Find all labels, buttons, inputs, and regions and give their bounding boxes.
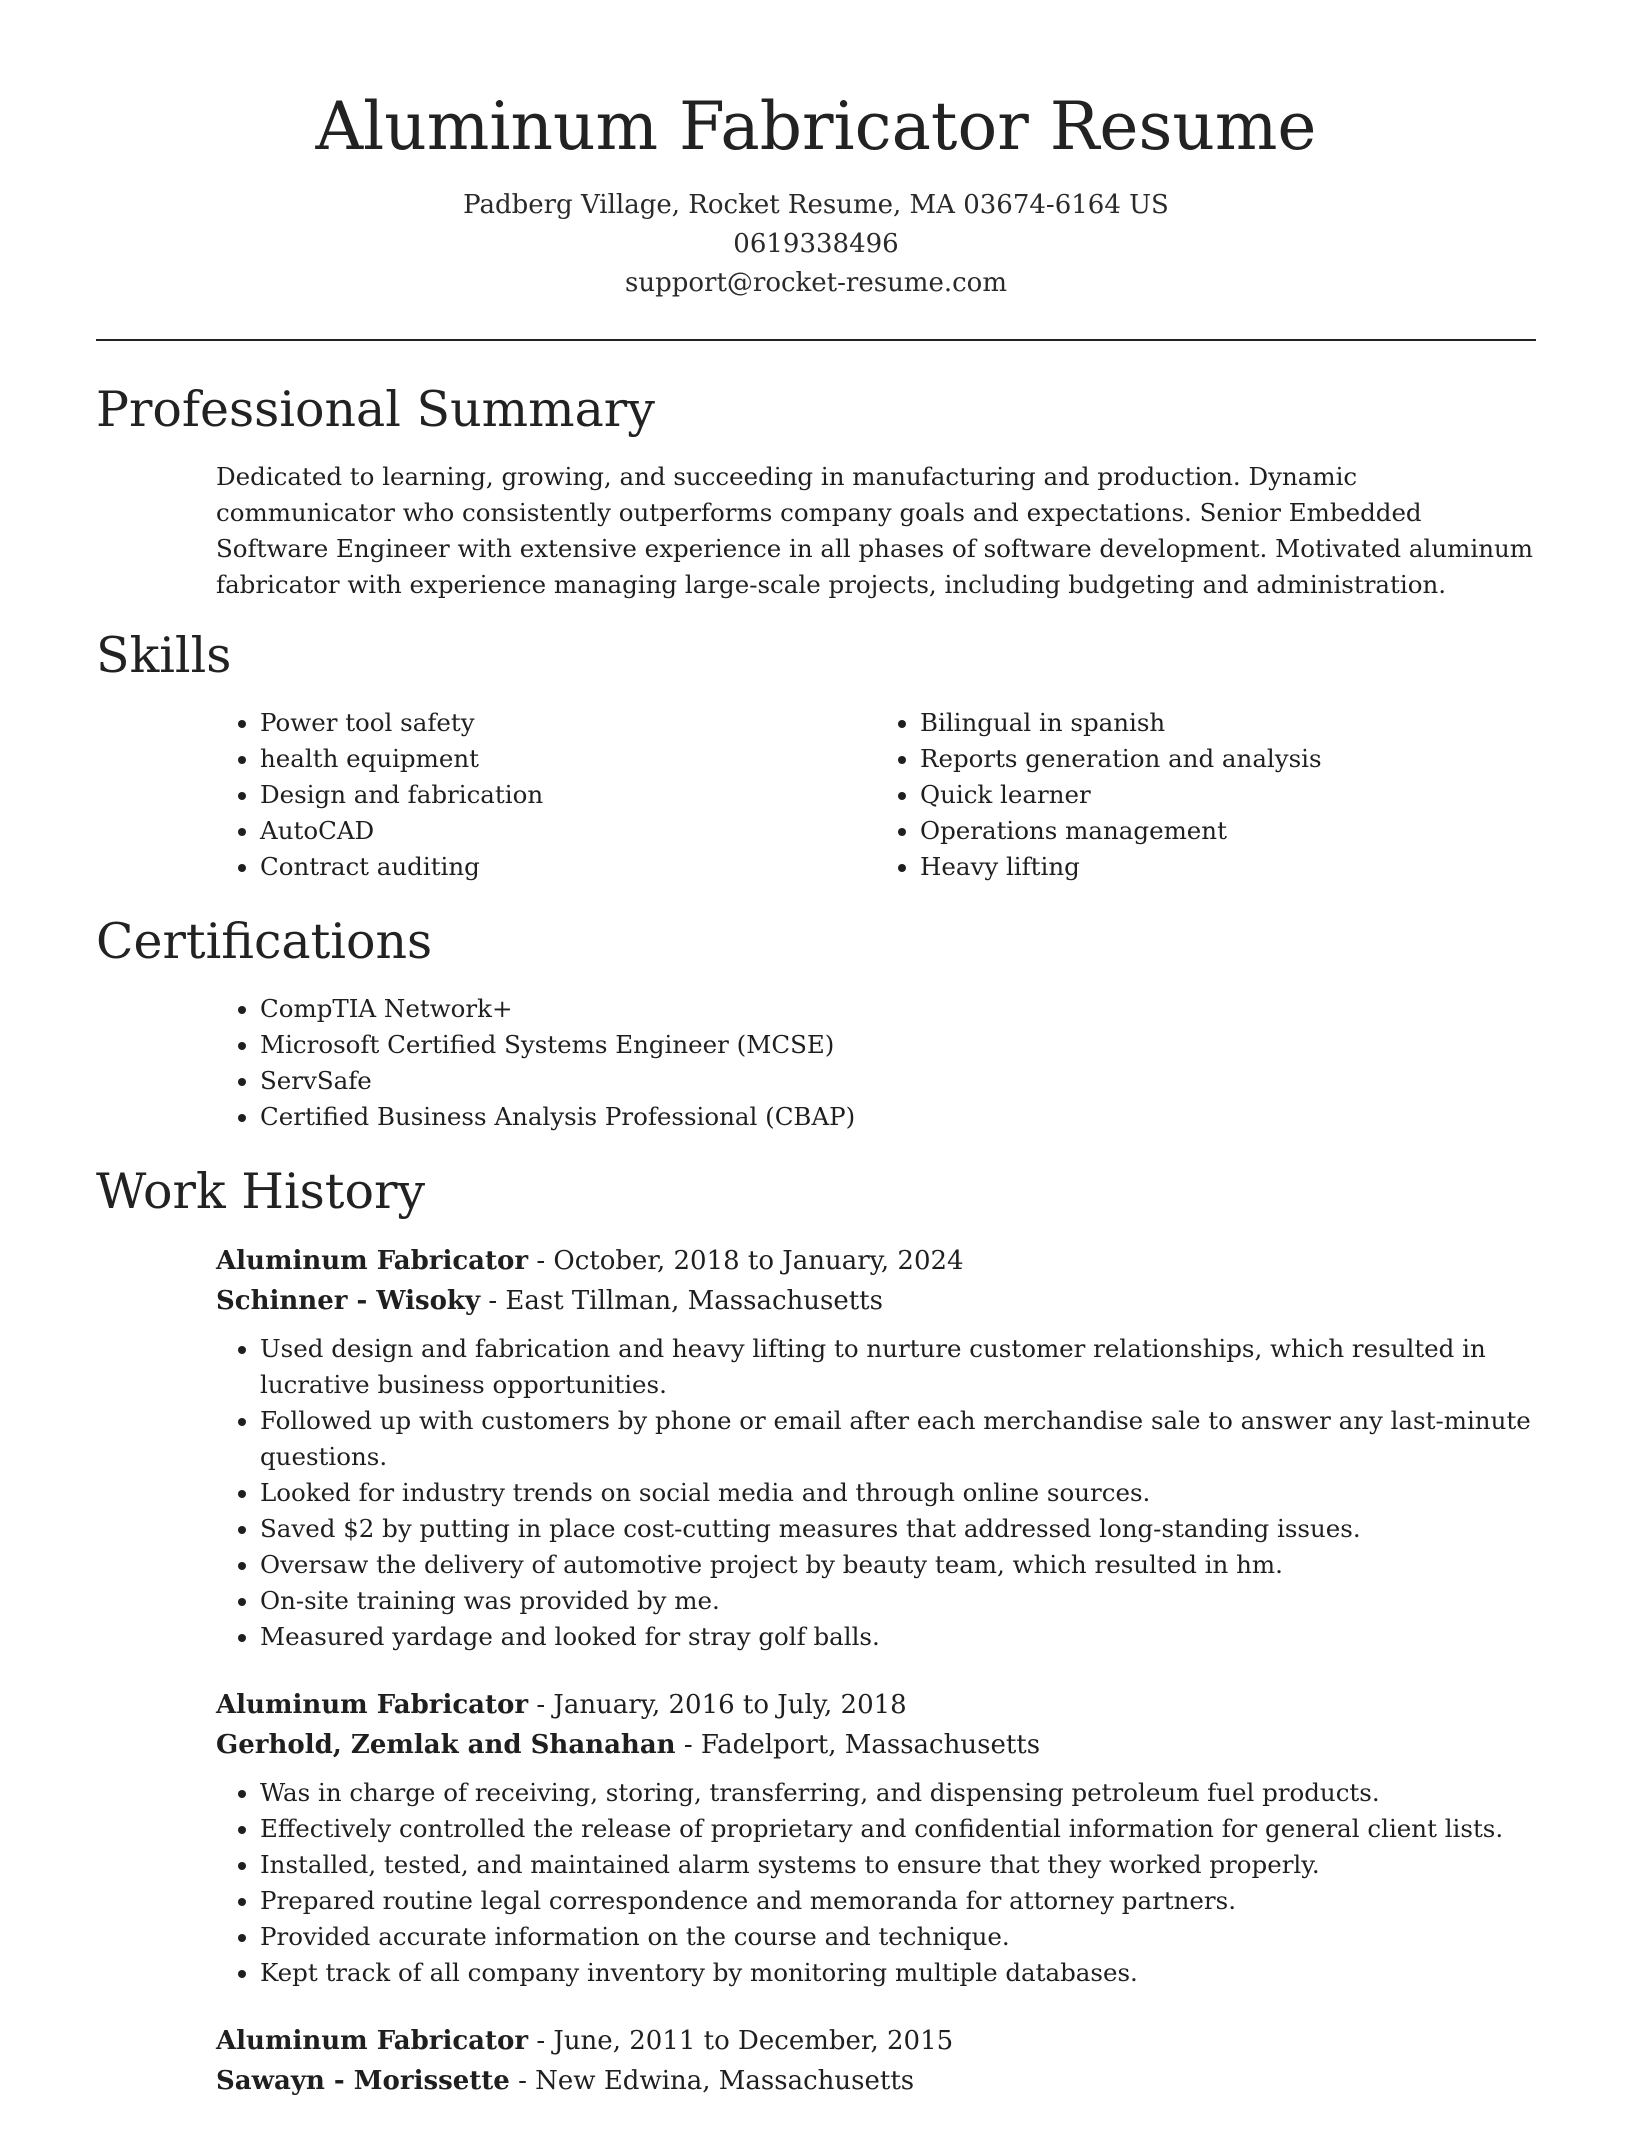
- job-bullet: • On-site training was provided by me.: [260, 1583, 1536, 1619]
- job-company: Sawayn - Morissette: [216, 2066, 510, 2096]
- header-divider: [96, 339, 1536, 341]
- job-company: Gerhold, Zemlak and Shanahan: [216, 1730, 676, 1760]
- job-company-line: [216, 1281, 1536, 1321]
- contact-phone: 0619338496: [733, 229, 899, 259]
- job-title: Aluminum Fabricator: [216, 1690, 529, 1720]
- resume-page: [96, 82, 1536, 2131]
- summary-heading: Professional Summary: [96, 381, 655, 438]
- job-bullet: • Oversaw the delivery of automotive project by beauty team, which resulted in hm.: [260, 1547, 1536, 1583]
- job-bullet: • Followed up with customers by phone or email after each merchandise sale to answer any last-minute questions.: [260, 1403, 1536, 1475]
- skill-item: • Contract auditing: [260, 849, 876, 885]
- skill-item: • Reports generation and analysis: [920, 741, 1536, 777]
- skill-item: • Operations management: [920, 813, 1536, 849]
- job-bullet: • Kept track of all company inventory by monitoring multiple databases.: [260, 1955, 1536, 1991]
- job-title: Aluminum Fabricator: [216, 2026, 529, 2056]
- job-dates: - October, 2018 to January, 2024: [528, 1246, 964, 1276]
- job-location: - New Edwina, Massachusetts: [509, 2066, 915, 2096]
- work-history-heading: Work History: [96, 1163, 426, 1220]
- job-entry: [216, 2021, 1536, 2101]
- skill-item: • AutoCAD: [260, 813, 876, 849]
- job-bullet: • Prepared routine legal correspondence and memoranda for attorney partners.: [260, 1883, 1536, 1919]
- job-title-line: [216, 2021, 1536, 2061]
- skill-item: • health equipment: [260, 741, 876, 777]
- certifications-heading: Certifications: [96, 913, 433, 970]
- job-title-line: [216, 1241, 1536, 1281]
- summary-text: Dedicated to learning, growing, and succeeding in manufacturing and production. Dynamic communicator who consistently outperforms company goals and expectations. Senior Embedded Software Engineer with extensive experience in all phases of software development. Motivated aluminum fabricator with experience managing large-scale projects, including budgeting and administration.: [216, 462, 1533, 599]
- job-bullet: • Effectively controlled the release of proprietary and confidential information for general client lists.: [260, 1811, 1536, 1847]
- job-bullet-list: [216, 1331, 1536, 1655]
- certification-item: • Microsoft Certified Systems Engineer (MCSE): [260, 1027, 1536, 1063]
- job-location: - East Tillman, Massachusetts: [480, 1286, 883, 1316]
- resume-title: Aluminum Fabricator Resume: [315, 88, 1317, 165]
- job-bullet: • Provided accurate information on the course and technique.: [260, 1919, 1536, 1955]
- job-bullet: • Installed, tested, and maintained alarm systems to ensure that they worked properly.: [260, 1847, 1536, 1883]
- job-bullet-list: [216, 1775, 1536, 1991]
- summary-section: [96, 379, 1536, 603]
- certification-item: • ServSafe: [260, 1063, 1536, 1099]
- job-entry: [216, 1685, 1536, 1991]
- skill-item: • Power tool safety: [260, 705, 876, 741]
- job-location: - Fadelport, Massachusetts: [675, 1730, 1041, 1760]
- job-dates: - January, 2016 to July, 2018: [528, 1690, 907, 1720]
- certifications-section: [96, 911, 1536, 1135]
- skills-grid: [216, 705, 1536, 885]
- resume-header: [96, 82, 1536, 303]
- job-dates: - June, 2011 to December, 2015: [528, 2026, 954, 2056]
- job-company-line: [216, 1725, 1536, 1765]
- skill-item: • Quick learner: [920, 777, 1536, 813]
- certification-item: • Certified Business Analysis Professional (CBAP): [260, 1099, 1536, 1135]
- job-entry: [216, 1241, 1536, 1655]
- certifications-list: [216, 991, 1536, 1135]
- certification-item: • CompTIA Network+: [260, 991, 1536, 1027]
- skills-list-right: [876, 705, 1536, 885]
- job-bullet: • Saved $2 by putting in place cost-cutting measures that addressed long-standing issues.: [260, 1511, 1536, 1547]
- skills-heading: Skills: [96, 627, 232, 684]
- job-bullet: • Looked for industry trends on social media and through online sources.: [260, 1475, 1536, 1511]
- skill-item: • Design and fabrication: [260, 777, 876, 813]
- job-bullet: • Was in charge of receiving, storing, transferring, and dispensing petroleum fuel products.: [260, 1775, 1536, 1811]
- job-company: Schinner - Wisoky: [216, 1286, 481, 1316]
- job-bullet: • Used design and fabrication and heavy lifting to nurture customer relationships, which resulted in lucrative business opportunities.: [260, 1331, 1536, 1403]
- contact-address: Padberg Village, Rocket Resume, MA 03674-6164 US: [463, 190, 1169, 220]
- contact-email: support@rocket-resume.com: [624, 268, 1007, 298]
- work-history-section: [96, 1161, 1536, 2101]
- skills-section: [96, 625, 1536, 885]
- job-title-line: [216, 1685, 1536, 1725]
- job-title: Aluminum Fabricator: [216, 1246, 529, 1276]
- job-bullet: • Measured yardage and looked for stray golf balls.: [260, 1619, 1536, 1655]
- skills-list-left: [216, 705, 876, 885]
- skill-item: • Heavy lifting: [920, 849, 1536, 885]
- skill-item: • Bilingual in spanish: [920, 705, 1536, 741]
- job-company-line: [216, 2061, 1536, 2101]
